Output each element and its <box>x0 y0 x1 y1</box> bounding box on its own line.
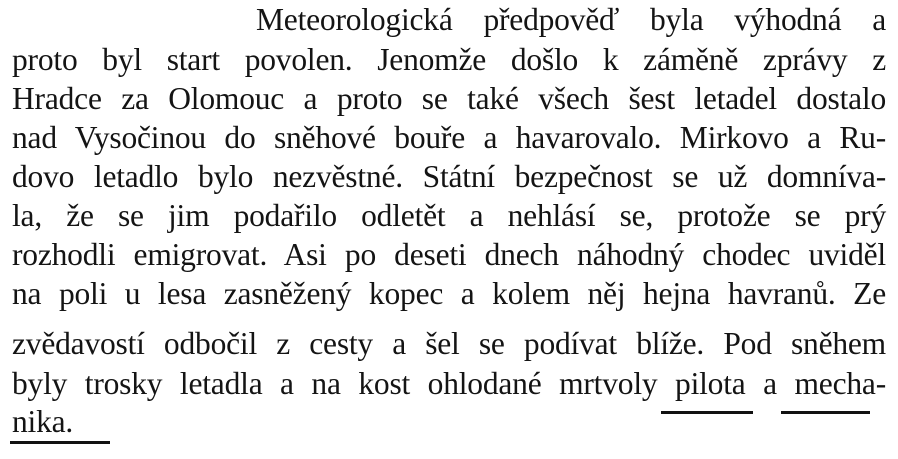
text-line-4: nad Vysočinou do sněhové bouře a havarovalo. Mirkovo a Ru- <box>12 120 886 155</box>
text-line-9: zvědavostí odbočil z cesty a šel se podívat blíže. Pod sněhem <box>12 326 886 361</box>
text-line-5: dovo letadlo bylo nezvěstné. Státní bezpečnost se už domníva- <box>12 159 886 194</box>
text-line-6: la, že se jim podařilo odletět a nehlásí se, protože se prý <box>12 198 886 233</box>
text-line-7: rozhodli emigrovat. Asi po deseti dnech náhodný chodec uviděl <box>12 237 886 272</box>
underline-mark-pilota <box>661 411 753 414</box>
text-line-8: na poli u lesa zasněžený kopec a kolem něj hejna havranů. Ze <box>12 276 886 311</box>
text-line-2: proto byl start povolen. Jenomže došlo k záměně zprávy z <box>12 42 886 77</box>
text-line-11: nika. <box>12 404 74 439</box>
text-line-1: Meteorologická předpověď byla výhodná a <box>256 2 886 37</box>
text-line-10: byly trosky letadla a na kost ohlodané mrtvoly pilota a mecha- <box>12 366 886 401</box>
underline-mark-mecha <box>781 411 870 414</box>
underline-mark-nika <box>10 441 110 444</box>
text-line-3: Hradce za Olomouc a proto se také všech šest letadel dostalo <box>12 81 886 116</box>
